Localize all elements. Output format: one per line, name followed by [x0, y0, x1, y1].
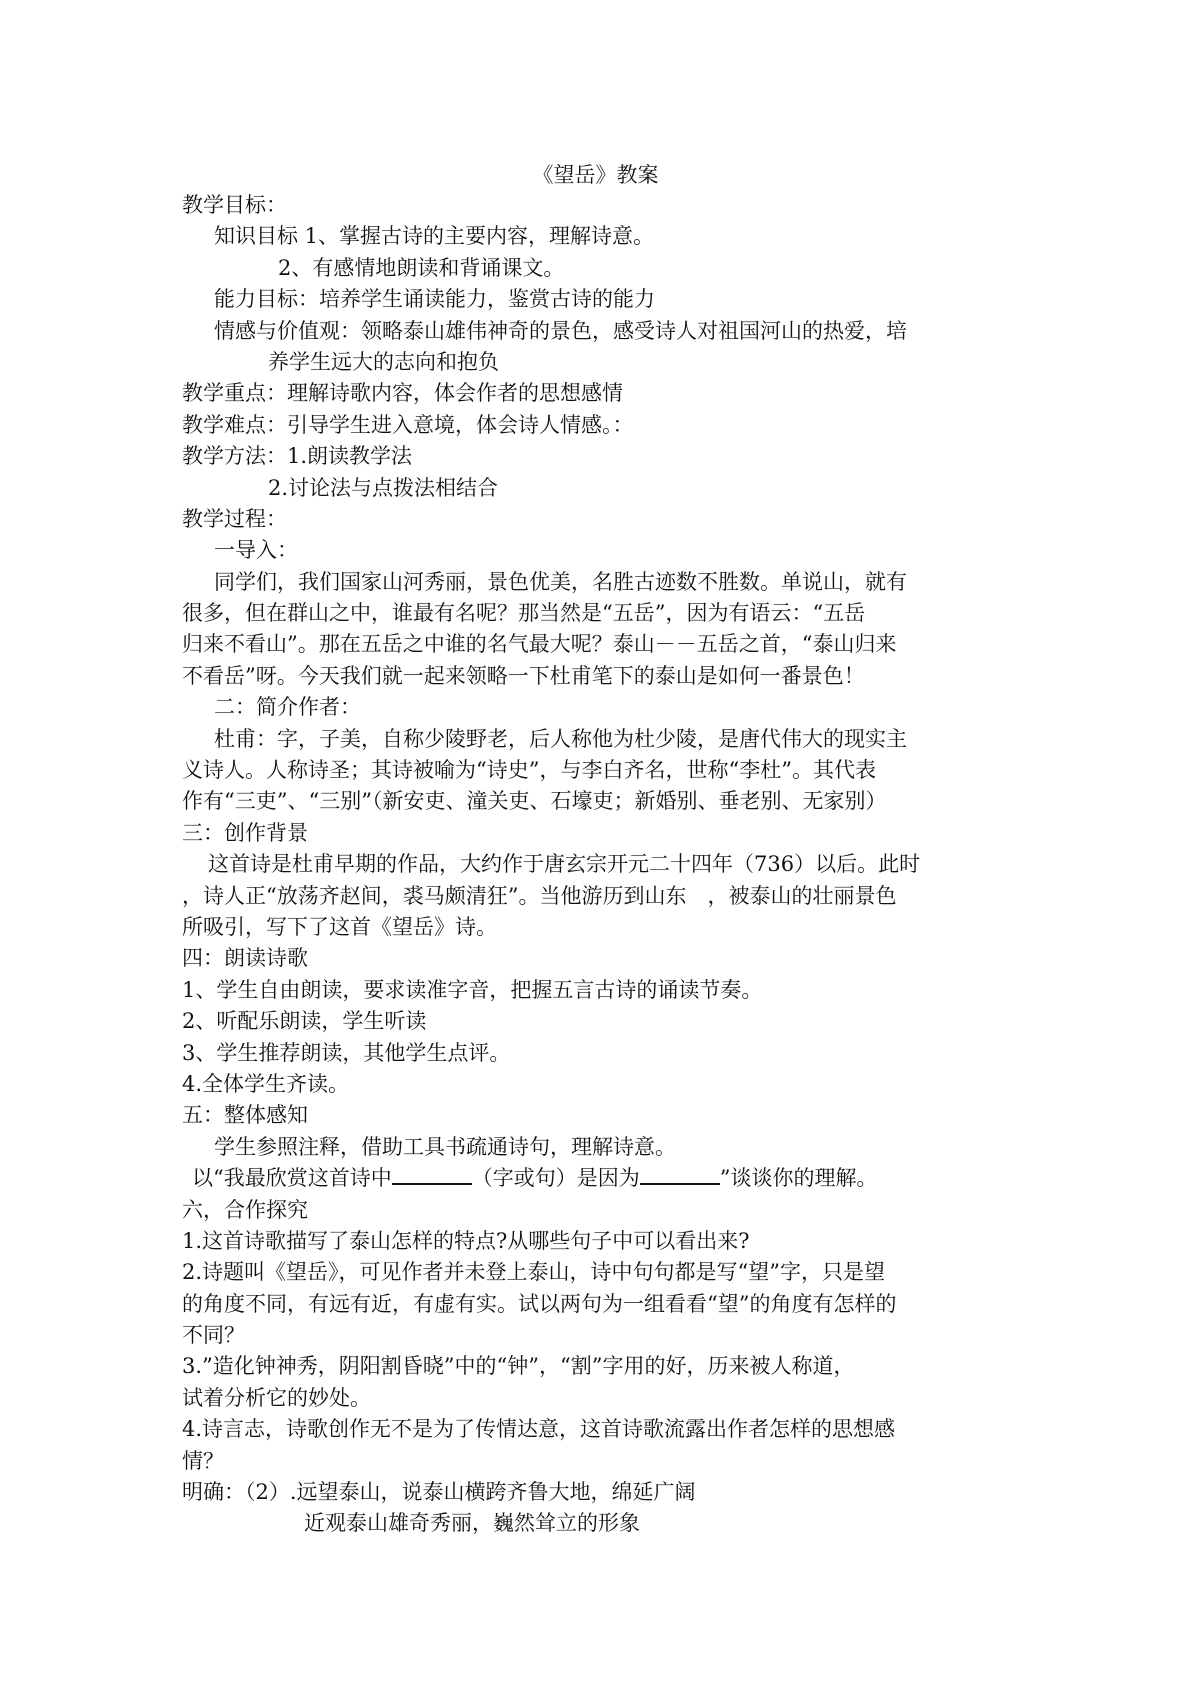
author-paragraph-line: 义诗人。人称诗圣；其诗被喻为“诗史”，与李白齐名，世称“李杜”。其代表 [182, 758, 876, 783]
question-3: 3.”造化钟神秀，阴阳割昏晓”中的“钟”，“割”字用的好，历来被人称道， [182, 1354, 855, 1379]
heading-objectives: 教学目标： [182, 193, 287, 217]
document-title: 《望岳》教案 [532, 163, 659, 187]
author-paragraph-line: 作有“三吏”、“三别”（新安吏、潼关吏、石壕吏；新婚别、垂老别、无家别） [182, 789, 887, 814]
fill-in-part-1: 以“我最欣赏这首诗中 [192, 1166, 392, 1191]
section-perception-heading: 五：整体感知 [182, 1103, 308, 1128]
background-paragraph-line: ，诗人正“放荡齐赵间，裘马颇清狂”。当他游历到山东 ，被泰山的壮丽景色 [182, 883, 897, 908]
intro-paragraph-line: 很多，但在群山之中，谁最有名呢？那当然是“五岳”，因为有语云：“五岳 [182, 601, 866, 626]
author-paragraph-line: 杜甫：字，子美，自称少陵野老，后人称他为杜少陵，是唐代伟大的现实主 [214, 726, 907, 751]
teaching-difficulty: 教学难点：引导学生进入意境，体会诗人情感。： [182, 412, 634, 437]
fill-blank-2 [640, 1165, 720, 1185]
emotion-objective: 情感与价值观：领略泰山雄伟神奇的景色，感受诗人对祖国河山的热爱，培 [214, 318, 907, 343]
question-2-cont: 的角度不同，有远有近，有虚有实。试以两句为一组看看“望”的角度有怎样的 [182, 1291, 897, 1316]
knowledge-objective-1: 知识目标 1、掌握古诗的主要内容，理解诗意。 [214, 224, 655, 249]
fill-in-part-2: （字或句）是因为 [471, 1166, 640, 1191]
reading-step: 1、学生自由朗读，要求读准字音，把握五言古诗的诵读节奏。 [182, 977, 763, 1002]
teaching-method-2: 2.讨论法与点拨法相结合 [268, 475, 499, 500]
fill-in-prompt [182, 1163, 1022, 1194]
question-4-cont: 情？ [182, 1448, 224, 1473]
teaching-focus: 教学重点：理解诗歌内容，体会作者的思想感情 [182, 381, 623, 406]
reading-step: 3、学生推荐朗读，其他学生点评。 [182, 1040, 511, 1065]
reading-step: 2、听配乐朗读，学生听读 [182, 1009, 427, 1034]
section-background-heading: 三：创作背景 [182, 820, 308, 845]
knowledge-objective-2: 2、有感情地朗读和背诵课文。 [278, 255, 565, 280]
perception-paragraph: 学生参照注释，借助工具书疏通诗句，理解诗意。 [214, 1134, 676, 1159]
document-body [182, 190, 1022, 1540]
background-paragraph-line: 所吸引，写下了这首《望岳》诗。 [182, 914, 497, 939]
question-1: 1.这首诗歌描写了泰山怎样的特点?从哪些句子中可以看出来? [182, 1228, 750, 1253]
question-4: 4.诗言志，诗歌创作无不是为了传情达意，这首诗歌流露出作者怎样的思想感 [182, 1417, 896, 1442]
question-2-cont: 不同？ [182, 1323, 245, 1348]
intro-paragraph-line: 同学们，我们国家山河秀丽，景色优美，名胜古迹数不胜数。单说山，就有 [214, 569, 907, 594]
fill-blank-1 [392, 1165, 472, 1185]
intro-paragraph-line: 归来不看山”。那在五岳之中谁的名气最大呢？泰山－－五岳之首，“泰山归来 [182, 632, 897, 657]
heading-process: 教学过程： [182, 506, 287, 531]
teaching-method-1: 教学方法：1.朗读教学法 [182, 444, 413, 469]
section-reading-heading: 四：朗读诗歌 [182, 946, 308, 971]
question-3-cont: 试着分析它的妙处。 [182, 1385, 371, 1410]
answer-line-cont: 近观泰山雄奇秀丽，巍然耸立的形象 [304, 1511, 640, 1536]
section-author-heading: 二：简介作者： [214, 695, 361, 720]
fill-in-part-3: ”谈谈你的理解。 [719, 1166, 878, 1191]
answer-line: 明确：（2）.远望泰山，说泰山横跨齐鲁大地，绵延广阔 [182, 1480, 696, 1505]
background-paragraph-line: 这首诗是杜甫早期的作品，大约作于唐玄宗开元二十四年（736）以后。此时 [208, 852, 921, 877]
intro-paragraph-line: 不看岳”呀。今天我们就一起来领略一下杜甫笔下的泰山是如何一番景色！ [182, 663, 865, 688]
question-2: 2.诗题叫《望岳》，可见作者并未登上泰山，诗中句句都是写“望”字，只是望 [182, 1260, 886, 1285]
emotion-objective-cont: 养学生远大的志向和抱负 [268, 349, 499, 374]
reading-step: 4.全体学生齐读。 [182, 1071, 350, 1096]
ability-objective: 能力目标：培养学生诵读能力，鉴赏古诗的能力 [214, 287, 655, 312]
section-explore-heading: 六，合作探究 [182, 1197, 308, 1222]
section-intro-heading: 一导入： [214, 538, 298, 563]
